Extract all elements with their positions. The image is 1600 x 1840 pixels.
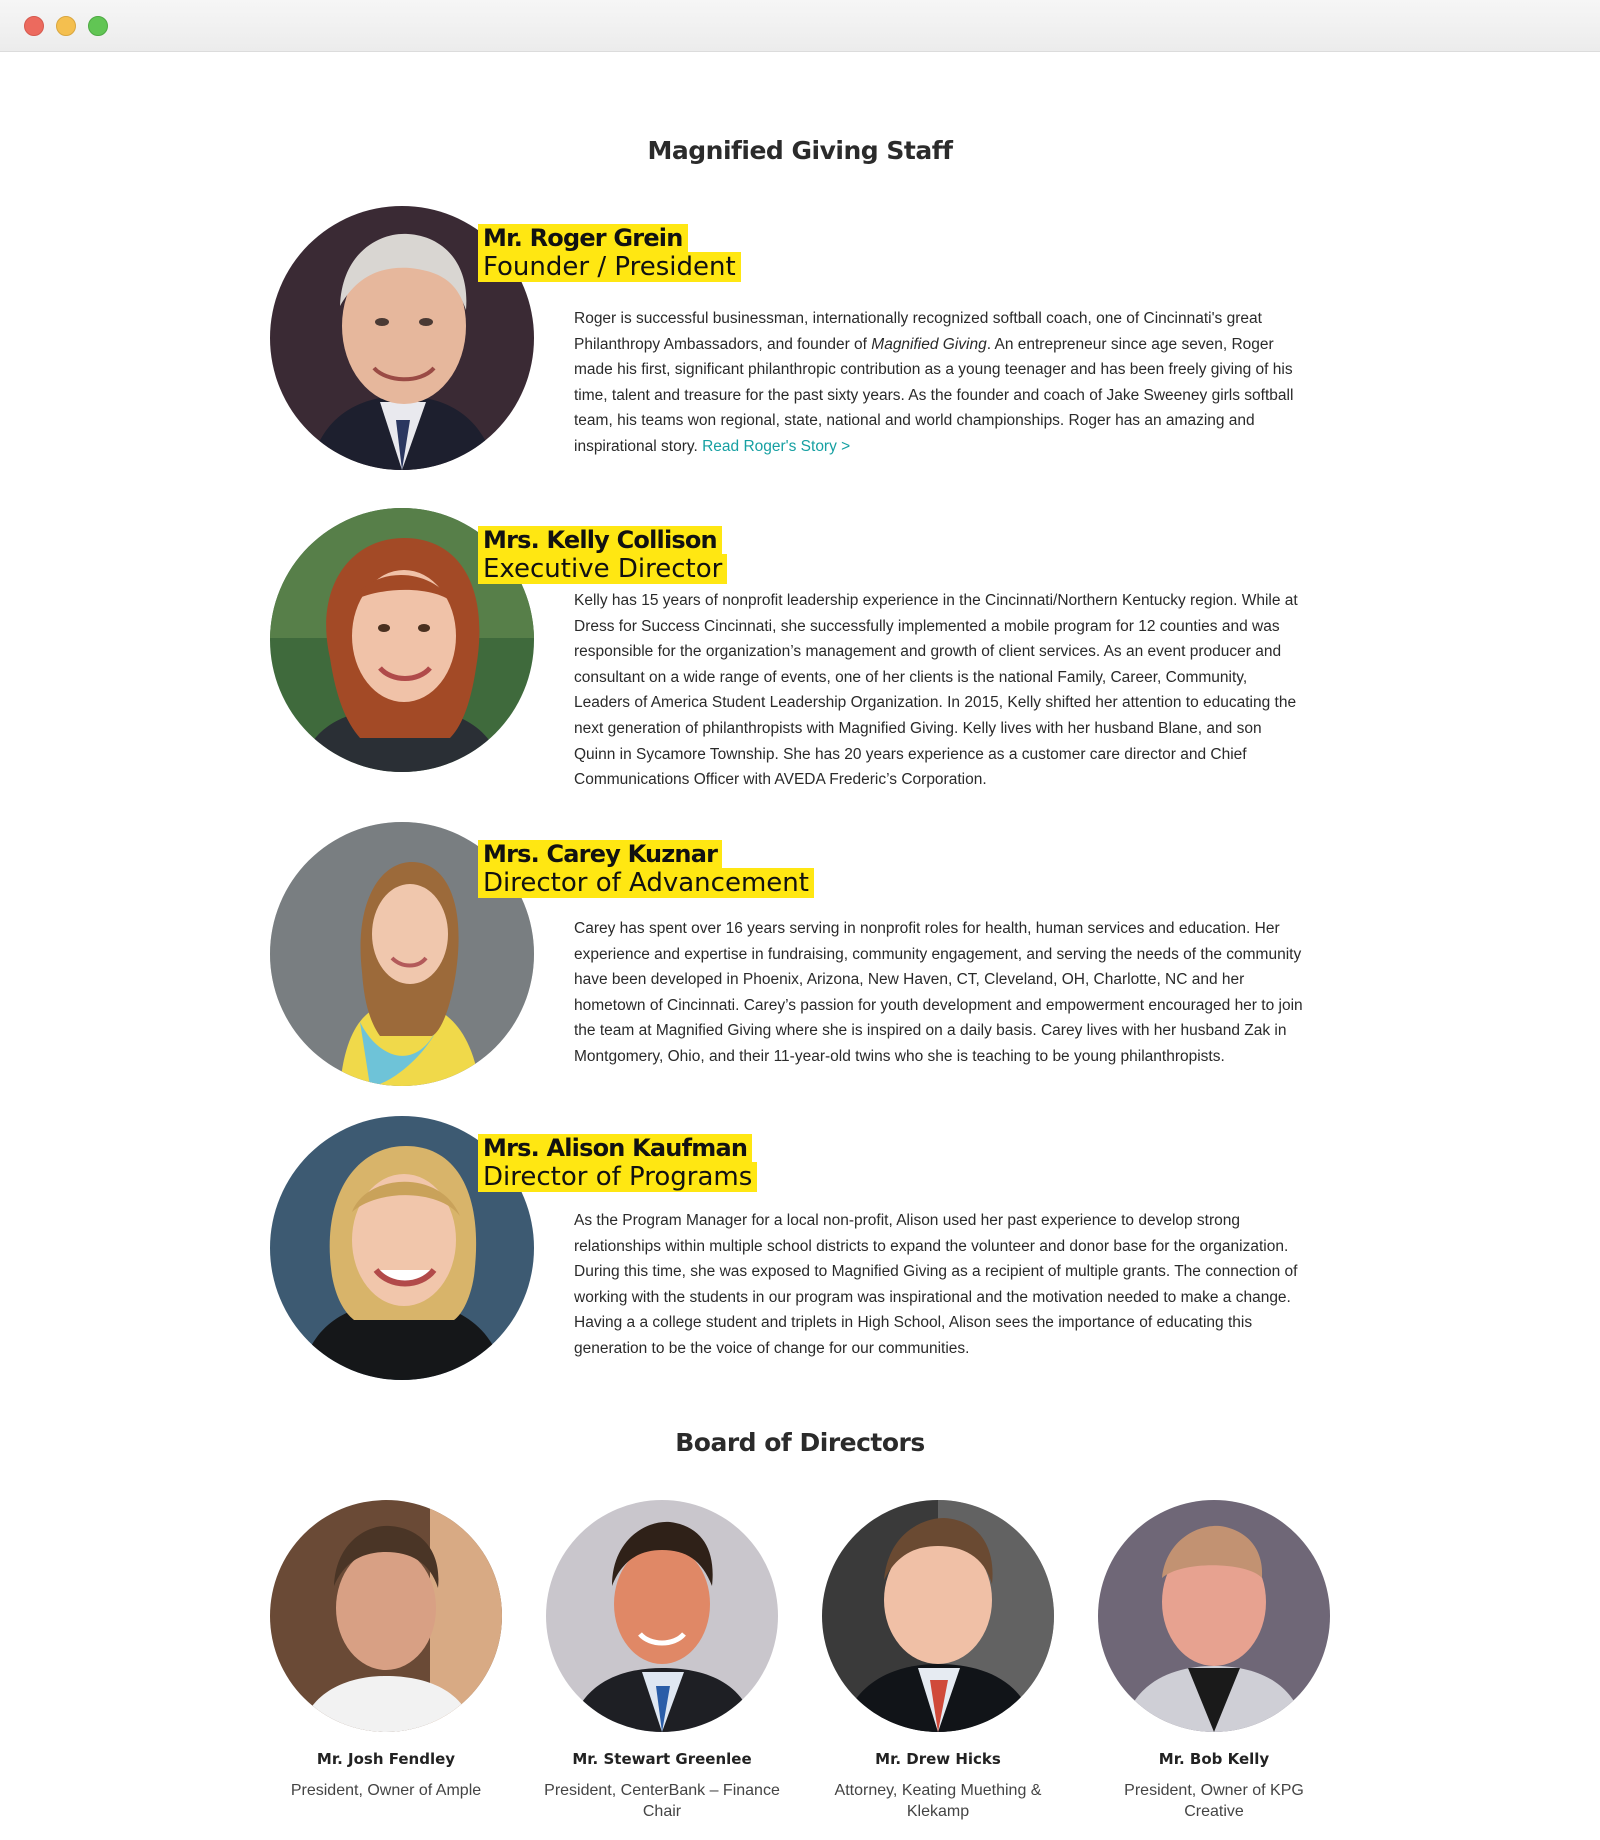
board-member-title: President, Owner of Ample	[290, 1782, 482, 1799]
board-photo	[822, 1500, 1054, 1732]
board-member	[542, 1500, 782, 1822]
staff-role: Founder / President	[478, 252, 741, 282]
board-section-title: Board of Directors	[675, 1428, 925, 1457]
read-story-link[interactable]: Read Roger's Story >	[702, 437, 851, 455]
bio-emphasis: Magnified Giving	[871, 335, 987, 353]
board-member	[1094, 1500, 1334, 1822]
board-member-title: President, Owner of KPG Creative	[1124, 1782, 1304, 1820]
maximize-window-button[interactable]	[88, 16, 108, 36]
close-window-button[interactable]	[24, 16, 44, 36]
bio-text: . An entrepreneur since age seven, Roger made his first, significant philanthropic contribution as a young teenager and has been freely giving of his time, talent and treasure for the past sixty years. As the founder and coach of Jake Sweeney girls softball team, his teams won regional, state, national and world championships. Roger has an amazing and inspirational story.	[574, 335, 1294, 455]
board-photo	[1098, 1500, 1330, 1732]
staff-bio: Kelly has 15 years of nonprofit leadership experience in the Cincinnati/Northern Kentucky region. While at Dress for Success Cincinnati, she successfully implemented a mobile program for 12 counties and was responsible for the organization’s management and growth of client services. As an event producer and consultant on a wide range of events, one of her clients is the national Family, Career, Community, Leaders of America Student Leadership Organization. In 2015, Kelly shifted her attention to educating the next generation of philanthropists with Magnified Giving. Kelly lives with her husband Blane, and son Quinn in Sycamore Township. She has 20 years experience as a customer care director and Chief Communications Officer with AVEDA Frederic’s Corporation.	[574, 592, 1298, 789]
minimize-window-button[interactable]	[56, 16, 76, 36]
staff-name: Mrs. Carey Kuznar	[478, 840, 722, 868]
board-member-title: Attorney, Keating Muething & Klekamp	[834, 1782, 1042, 1820]
staff-role: Director of Advancement	[478, 868, 814, 898]
staff-bio: Carey has spent over 16 years serving in nonprofit roles for health, human services and education. Her experience and expertise in fundraising, community engagement, and serving the needs of the community have been developed in Phoenix, Arizona, New Haven, CT, Cleveland, OH, Charlotte, NC and her hometown of Cincinnati. Carey’s passion for youth development and empowerment encouraged her to join the team at Magnified Giving where she is inspired on a daily basis. Carey lives with her husband Zak in Montgomery, Ohio, and their 11-year-old twins who she is teaching to be young philanthropists.	[574, 920, 1303, 1065]
staff-role: Executive Director	[478, 554, 727, 584]
staff-name: Mrs. Alison Kaufman	[478, 1134, 752, 1162]
window-titlebar	[0, 0, 1600, 52]
board-member-name: Mr. Bob Kelly	[1158, 1750, 1270, 1768]
board-member-name: Mr. Stewart Greenlee	[572, 1750, 752, 1768]
staff-name-title	[478, 1134, 757, 1192]
board-member-title: President, CenterBank – Finance Chair	[544, 1782, 780, 1820]
page-content	[0, 52, 1600, 1840]
staff-role: Director of Programs	[478, 1162, 757, 1192]
staff-name-title	[478, 526, 727, 584]
staff-name-title	[478, 840, 814, 898]
board-member	[266, 1500, 506, 1801]
board-member-name: Mr. Drew Hicks	[875, 1750, 1001, 1768]
staff-section-title: Magnified Giving Staff	[647, 136, 953, 165]
staff-bio	[574, 306, 1304, 460]
bio-text: Roger is successful businessman, internationally recognized softball coach, one of Cincinnati's great Philanthropy Ambassadors, and founder of	[574, 310, 1262, 353]
board-photo	[546, 1500, 778, 1732]
staff-name: Mrs. Kelly Collison	[478, 526, 722, 554]
staff-name: Mr. Roger Grein	[478, 224, 688, 252]
board-photo	[270, 1500, 502, 1732]
board-member	[818, 1500, 1058, 1822]
staff-bio: As the Program Manager for a local non-profit, Alison used her past experience to develop strong relationships within multiple school districts to expand the volunteer and donor base for the organization. During this time, she was exposed to Magnified Giving as a recipient of multiple grants. The connection of working with the students in our program was inspirational and the motivation needed to make a change. Having a a college student and triplets in High School, Alison sees the importance of educating this generation to be the voice of change for our communities.	[574, 1212, 1298, 1357]
board-member-name: Mr. Josh Fendley	[316, 1750, 456, 1768]
staff-name-title	[478, 224, 741, 282]
